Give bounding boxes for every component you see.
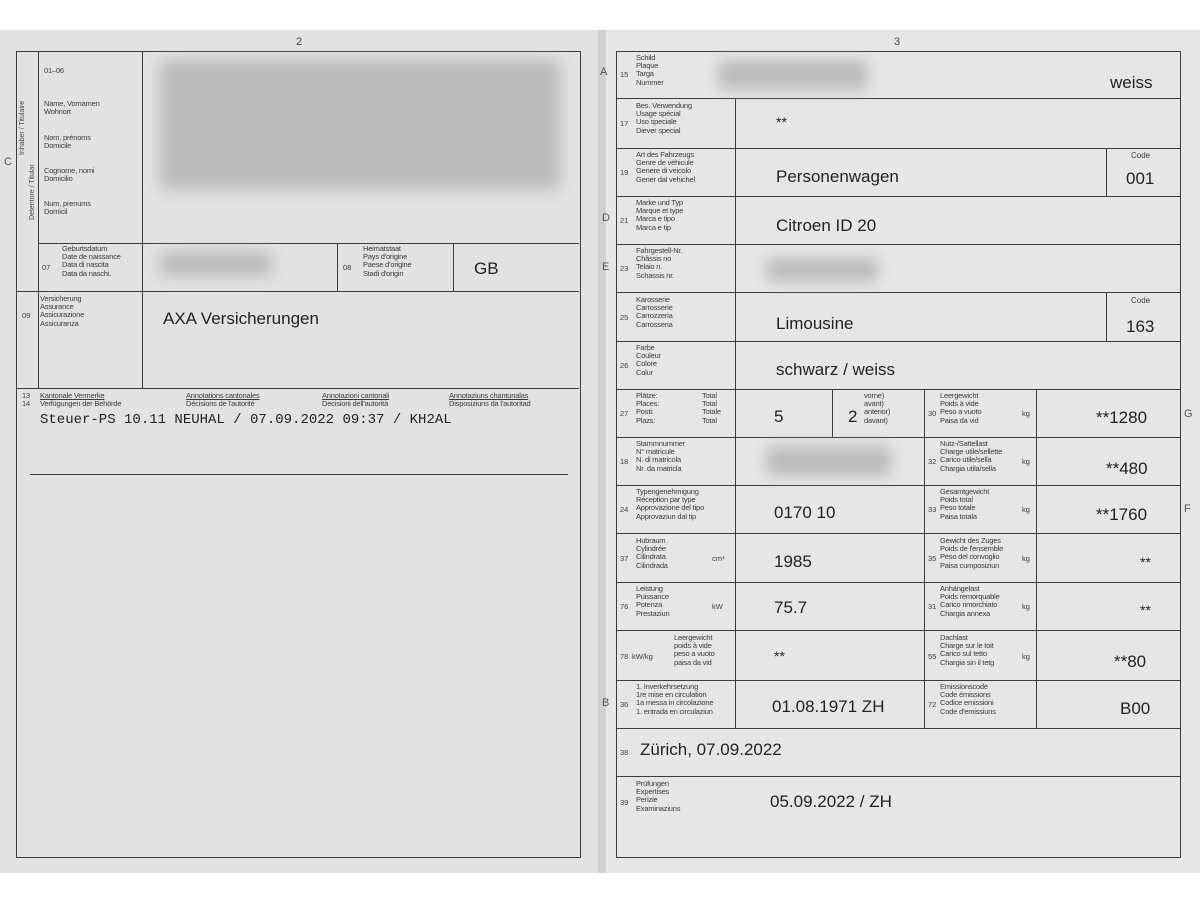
remarks-header-fr: Annotations cantonales Décisions de l'autorité <box>186 391 260 409</box>
birth-labels: Geburtsdatum Date de naissance Data di nascita Data da naschi. <box>62 244 121 278</box>
right-page <box>600 30 1200 873</box>
body-code: 163 <box>1126 317 1155 336</box>
payload-labels: Nutz-/Sattellast Charge utile/sellette Carico utile/sella Chargia utila/sella <box>940 439 1003 473</box>
roof-load-value: **80 <box>1114 652 1147 671</box>
type-approval-num: 24 <box>620 505 629 514</box>
place-date-num: 38 <box>620 748 629 757</box>
redacted-birth-date <box>160 252 272 276</box>
birth-num: 07 <box>42 263 51 272</box>
margin-letter-a: A <box>600 66 608 78</box>
power-num: 76 <box>620 602 629 611</box>
seats-total-labels: Total Total Totale Total <box>702 391 721 425</box>
code-header-body: Code <box>1131 296 1151 305</box>
margin-letter-g: G <box>1184 408 1193 420</box>
row-01-06-label: 01–06 <box>44 66 64 75</box>
plate-value: weiss <box>1110 73 1153 92</box>
place-date-value: Zürich, 07.09.2022 <box>640 740 782 759</box>
code-header-vehicle: Code <box>1131 151 1151 160</box>
first-reg-value: 01.08.1971 ZH <box>772 697 885 716</box>
serial-labels: Stammnummer N° matricule N. di matricola Nr. da matricla <box>636 439 686 473</box>
power-weight-labels: Leergewicht poids à vide peso a vuoto paisa da vid <box>674 633 715 667</box>
power-labels: Leistung Puissance Potenza Prestaziun <box>636 584 670 618</box>
special-use-labels: Bes. Verwendung Usage spécial Uso speciale Diever special <box>636 101 692 135</box>
trailer-load-labels: Anhängelast Poids remorquable Carico rimorchiato Chargia annexa <box>940 584 1000 618</box>
payload-unit: kg <box>1022 457 1030 466</box>
body-labels: Karosserie Carrosserie Carrozzeria Carrosseria <box>636 295 673 329</box>
origin-labels: Heimatstaat Pays d'origine Paese d'origine Stadi d'origin <box>363 244 412 278</box>
power-weight-num: 78 <box>620 652 629 661</box>
vehicle-type-labels: Art des Fahrzeugs Genre de véhicule Genere di veicolo Gener dal vehichel <box>636 150 695 184</box>
holder-label-de: Name, Vornamen Wohnort <box>44 99 100 117</box>
redacted-holder-name <box>160 60 560 190</box>
make-model-num: 21 <box>620 216 629 225</box>
origin-num: 08 <box>343 263 352 272</box>
seats-labels: Plätze: Places: Posti: Plazs: <box>636 391 660 425</box>
first-reg-labels: 1. Inverkehrsetzung 1re mise en circulation 1a messa in circolazione 1. entrada en circulaziun <box>636 682 714 716</box>
displacement-unit: cm³ <box>712 554 725 563</box>
inspections-num: 39 <box>620 798 629 807</box>
seats-num: 27 <box>620 409 629 418</box>
insurance-num: 09 <box>22 311 31 320</box>
margin-letter-b: B <box>602 697 610 709</box>
spine <box>598 30 606 873</box>
trailer-load-unit: kg <box>1022 602 1030 611</box>
gross-weight-value: **1760 <box>1096 505 1148 524</box>
body-num: 25 <box>620 313 629 322</box>
page-number-right: 3 <box>894 36 901 48</box>
redacted-chassis <box>766 258 878 282</box>
redacted-serial <box>766 446 891 476</box>
special-use-value: ** <box>776 114 787 130</box>
first-reg-num: 36 <box>620 700 629 709</box>
vehicle-type-code: 001 <box>1126 169 1155 188</box>
emission-num: 72 <box>928 700 937 709</box>
serial-num: 18 <box>620 457 629 466</box>
roof-load-num: 55 <box>928 652 937 661</box>
power-value: 75.7 <box>774 598 808 617</box>
power-unit: kW <box>712 602 723 611</box>
plate-num: 15 <box>620 70 629 79</box>
payload-num: 32 <box>928 457 937 466</box>
empty-weight-num: 30 <box>928 409 937 418</box>
train-weight-value: ** <box>1140 554 1151 570</box>
seats-value: 5 <box>774 407 784 426</box>
seats-front-labels: vorne) avant) anterior) davant) <box>864 391 891 425</box>
inspections-labels: Prüfungen Expertises Perizie Examinaziuns <box>636 779 681 813</box>
emission-labels: Emissionscode Code émissions Codice emissioni Code d'emissiuns <box>940 682 996 716</box>
gross-weight-num: 33 <box>928 505 937 514</box>
special-use-num: 17 <box>620 119 629 128</box>
displacement-labels: Hubraum Cylindrée Cilindrata Cilindrada <box>636 536 668 570</box>
trailer-load-num: 31 <box>928 602 937 611</box>
margin-letter-c: C <box>4 156 12 168</box>
insurance-value: AXA Versicherungen <box>163 309 319 328</box>
roof-load-labels: Dachlast Charge sur le toit Carico sul tetto Chargia sin il tetg <box>940 633 995 667</box>
type-approval-value: 0170 10 <box>774 503 836 522</box>
colour-value: schwarz / weiss <box>776 360 896 379</box>
colour-num: 26 <box>620 361 629 370</box>
empty-weight-value: **1280 <box>1096 408 1148 427</box>
train-weight-num: 35 <box>928 554 937 563</box>
remarks-header-it: Annotazioni cantonali Decisioni dell'autorità <box>322 391 390 409</box>
redacted-plate <box>718 60 868 90</box>
holder-label-rm: Num, prenums Domicil <box>44 199 91 217</box>
margin-letter-e: E <box>602 261 610 273</box>
vehicle-type-num: 19 <box>620 168 629 177</box>
margin-letter-f: F <box>1184 503 1191 515</box>
plate-labels: Schild Plaque Targa Nummer <box>636 53 664 87</box>
body-value: Limousine <box>776 314 854 333</box>
payload-value: **480 <box>1106 459 1148 478</box>
remarks-text: Steuer-PS 10.11 NEUHAL / 07.09.2022 09:37 / KH2AL <box>40 412 452 428</box>
gross-weight-labels: Gesamtgewicht Poids total Peso totale Paisa totala <box>940 487 990 521</box>
make-model-value: Citroen ID 20 <box>776 216 877 235</box>
train-weight-unit: kg <box>1022 554 1030 563</box>
left-page <box>0 30 598 873</box>
trailer-load-value: ** <box>1140 602 1151 618</box>
roof-load-unit: kg <box>1022 652 1030 661</box>
power-weight-unit: kW/kg <box>632 652 653 661</box>
remarks-nums: 13 14 <box>22 391 30 409</box>
holder-label-it: Cognome, nomi Domicilio <box>44 166 95 184</box>
power-weight-value: ** <box>774 648 785 664</box>
holder-label-fr: Nom, prénoms Domicile <box>44 133 91 151</box>
chassis-num: 23 <box>620 264 629 273</box>
insurance-labels: Versicherung Assurance Assicurazione Assicuranza <box>40 294 85 328</box>
gross-weight-unit: kg <box>1022 505 1030 514</box>
holder-vertical-label: Inhaber / Titulaire <box>19 100 26 155</box>
displacement-value: 1985 <box>774 552 812 571</box>
empty-weight-unit: kg <box>1022 409 1030 418</box>
train-weight-labels: Gewicht des Zuges Poids de l'ensemble Peso del convoglio Paisa cumposiziun <box>940 536 1004 570</box>
colour-labels: Farbe Couleur Colore Colur <box>636 343 661 377</box>
page-number: 2 <box>296 36 303 48</box>
remarks-rule <box>30 474 568 475</box>
seats-front-value: 2 <box>848 407 858 426</box>
make-model-labels: Marke und Typ Marque et type Marca e tipo Marca e tip <box>636 198 684 232</box>
chassis-labels: Fahrgestell-Nr. Châssis no Telaio n. Schassis nr. <box>636 246 683 280</box>
emission-value: B00 <box>1120 699 1151 718</box>
inspections-value: 05.09.2022 / ZH <box>770 792 892 811</box>
origin-value: GB <box>474 259 499 278</box>
margin-letter-d: D <box>602 212 610 224</box>
type-approval-labels: Typengenehmigung Réception par type Approvazione del tipo Approvaziun dal tip <box>636 487 704 521</box>
holder-vertical-label-2: Detentore / Titular <box>29 164 36 220</box>
remarks-header-de: Kantonale Vermerke Verfügungen der Behörde <box>40 391 122 409</box>
empty-weight-labels: Leergewicht Poids à vide Peso a vuoto Paisa da vid <box>940 391 982 425</box>
displacement-num: 37 <box>620 554 629 563</box>
remarks-header-rm: Annotaziuns chantunalas Disposiziuns da l'autoritad <box>449 391 531 409</box>
vehicle-type-value: Personenwagen <box>776 167 899 186</box>
